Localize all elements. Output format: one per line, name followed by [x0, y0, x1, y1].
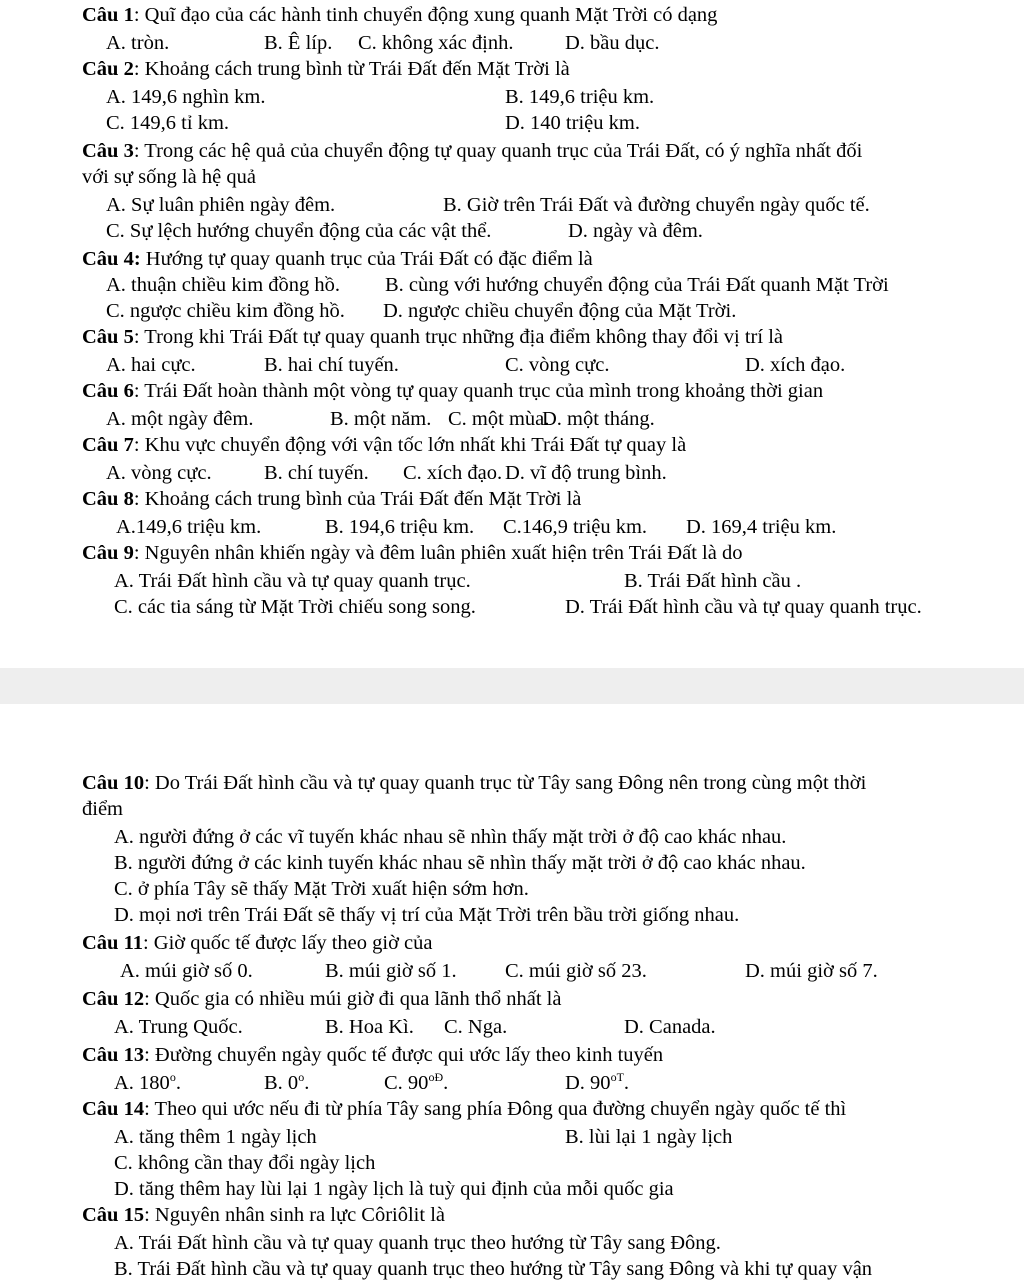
options-row: [0, 1124, 1024, 1150]
option-d: D. một tháng.: [542, 408, 655, 430]
option-c: C. $90^{oĐ}$.: [384, 1070, 449, 1094]
question-number: Câu 10: [82, 772, 145, 794]
option-d: D. Trái Đất hình cầu và tự quay quanh trục.: [565, 596, 922, 618]
question-2: [82, 56, 1000, 82]
question-number: Câu 9: [82, 542, 134, 564]
options-row: [0, 1014, 1024, 1040]
option-a: A. một ngày đêm.: [106, 408, 254, 430]
options-row: [0, 110, 1024, 136]
option-c: C. ở phía Tây sẽ thấy Mặt Trời xuất hiện sớm hơn.: [114, 878, 529, 900]
options-row: [0, 30, 1024, 56]
question-8: [82, 486, 1000, 512]
question-number: Câu 15: [82, 1204, 145, 1226]
options-row: [0, 514, 1024, 540]
option-c: C. không xác định.: [358, 32, 514, 54]
question-text: : Quốc gia có nhiều múi giờ đi qua lãnh thổ nhất là: [144, 988, 562, 1010]
options-row: [0, 460, 1024, 486]
option-b: B. 149,6 triệu km.: [505, 86, 655, 108]
options-row: [0, 298, 1024, 324]
option-b: B. Ê líp.: [264, 32, 333, 54]
options-row: [0, 594, 1024, 620]
question-number: Câu 13: [82, 1044, 145, 1066]
question-number: Câu 7: [82, 434, 134, 456]
question-10: [82, 770, 1000, 796]
option-c: C.146,9 triệu km.: [503, 516, 648, 538]
options-row: [0, 902, 1024, 928]
option-a: A. Trái Đất hình cầu và tự quay quanh trục theo hướng từ Tây sang Đông.: [114, 1232, 721, 1254]
question-number: Câu 5: [82, 326, 134, 348]
option-b: B. Giờ trên Trái Đất và đường chuyển ngày quốc tế.: [443, 194, 870, 216]
option-a: A.149,6 triệu km.: [116, 516, 262, 538]
option-b: B. chí tuyến.: [264, 462, 369, 484]
option-c: C. ngược chiều kim đồng hồ.: [106, 300, 345, 322]
option-a: A. Sự luân phiên ngày đêm.: [106, 194, 336, 216]
option-d: D. mọi nơi trên Trái Đất sẽ thấy vị trí của Mặt Trời trên bầu trời giống nhau.: [114, 904, 740, 926]
option-c: C. vòng cực.: [505, 354, 610, 376]
question-text: : Giờ quốc tế được lấy theo giờ của: [142, 932, 433, 954]
option-a: A. múi giờ số 0.: [120, 960, 253, 982]
question-number: Câu 8: [82, 488, 134, 510]
option-d: D. ngày và đêm.: [568, 220, 703, 242]
options-row: [0, 850, 1024, 876]
question-3: [82, 138, 1000, 164]
option-d: D. xích đạo.: [745, 354, 846, 376]
option-b: B. lùi lại 1 ngày lịch: [565, 1126, 733, 1148]
question-text: : Nguyên nhân khiến ngày và đêm luân phiên xuất hiện trên Trái Đất là do: [133, 542, 743, 564]
question-number: Câu 4:: [82, 248, 141, 270]
option-b: B. Hoa Kì.: [325, 1016, 414, 1038]
question-text: Hướng tự quay quanh trục của Trái Đất có đặc điểm là: [140, 248, 593, 270]
page-separator: [0, 668, 1024, 704]
question-text: : Trong khi Trái Đất tự quay quanh trục những địa điểm không thay đổi vị trí là: [133, 326, 783, 348]
question-9: [82, 540, 1000, 566]
option-b: B. 0$^o$.: [264, 1070, 310, 1094]
question-text: : Quĩ đạo của các hành tinh chuyển động xung quanh Mặt Trời có dạng: [133, 4, 718, 26]
options-row: [0, 958, 1024, 984]
question-text: : Theo qui ước nếu đi từ phía Tây sang phía Đông qua đường chuyển ngày quốc tế thì: [144, 1098, 847, 1120]
option-c: C. Nga.: [444, 1016, 508, 1038]
option-b: B. cùng với hướng chuyển động của Trái Đất quanh Mặt Trời: [385, 274, 889, 296]
option-c: C. 149,6 tỉ km.: [106, 112, 230, 134]
question-number: Câu 3: [82, 140, 134, 162]
question-text: với sự sống là hệ quả: [82, 166, 256, 188]
option-a: A. Trái Đất hình cầu và tự quay quanh trục.: [114, 570, 471, 592]
option-d: D. ngược chiều chuyển động của Mặt Trời.: [383, 300, 737, 322]
question-13: [82, 1042, 1000, 1068]
question-5: [82, 324, 1000, 350]
option-d: D. vĩ độ trung bình.: [505, 462, 667, 484]
option-d: D. bầu dục.: [565, 32, 660, 54]
options-row: [0, 1150, 1024, 1176]
option-d: D. Canada.: [624, 1016, 716, 1038]
options-row: [0, 352, 1024, 378]
option-c: C. một mùa.: [448, 408, 550, 430]
option-a: A. hai cực.: [106, 354, 196, 376]
option-d: D. 140 triệu km.: [505, 112, 640, 134]
question-number: Câu 14: [82, 1098, 145, 1120]
option-b: B. Trái Đất hình cầu và tự quay quanh trục theo hướng từ Tây sang Đông và khi tự quay vận: [114, 1258, 873, 1280]
options-row: [0, 272, 1024, 298]
question-number: Câu 11: [82, 932, 143, 954]
question-3-continuation: [82, 164, 1000, 190]
question-text: : Đường chuyển ngày quốc tế được qui ước lấy theo kinh tuyến: [144, 1044, 664, 1066]
question-1: [82, 2, 1000, 28]
question-14: [82, 1096, 1000, 1122]
options-row: [0, 824, 1024, 850]
option-b: B. 194,6 triệu km.: [325, 516, 475, 538]
options-row: [0, 1230, 1024, 1256]
document-page-2: [0, 704, 1024, 1280]
option-a: A. người đứng ở các vĩ tuyến khác nhau sẽ nhìn thấy mặt trời ở độ cao khác nhau.: [114, 826, 787, 848]
option-d: D. 169,4 triệu km.: [686, 516, 837, 538]
option-a: A. Trung Quốc.: [114, 1016, 243, 1038]
options-row: [0, 876, 1024, 902]
option-a: A. thuận chiều kim đồng hồ.: [106, 274, 341, 296]
question-number: Câu 1: [82, 4, 134, 26]
options-row: [0, 568, 1024, 594]
question-text: : Trong các hệ quả của chuyển động tự quay quanh trục của Trái Đất, có ý nghĩa nhất đối: [133, 140, 863, 162]
question-text: : Khu vực chuyển động với vận tốc lớn nhất khi Trái Đất tự quay là: [133, 434, 687, 456]
option-a: A. 180$^o$.: [114, 1070, 181, 1094]
options-row: [0, 1256, 1024, 1282]
option-b: B. múi giờ số 1.: [325, 960, 457, 982]
options-row: [0, 84, 1024, 110]
option-a: A. vòng cực.: [106, 462, 212, 484]
options-row: [0, 406, 1024, 432]
option-a: A. 149,6 nghìn km.: [106, 86, 266, 108]
options-row: [0, 218, 1024, 244]
option-a: A. tăng thêm 1 ngày lịch: [114, 1126, 317, 1148]
question-10-continuation: [82, 796, 1000, 822]
option-d: D. tăng thêm hay lùi lại 1 ngày lịch là tuỳ qui định của mỗi quốc gia: [114, 1178, 674, 1200]
question-11: [82, 930, 1000, 956]
option-c: C. múi giờ số 23.: [505, 960, 647, 982]
option-d: D. múi giờ số 7.: [745, 960, 878, 982]
option-b: B. hai chí tuyến.: [264, 354, 399, 376]
option-c: C. Sự lệch hướng chuyển động của các vật thể.: [106, 220, 492, 242]
question-text: : Khoảng cách trung bình của Trái Đất đến Mặt Trời là: [133, 488, 582, 510]
question-text: : Nguyên nhân sinh ra lực Côriôlit là: [144, 1204, 445, 1226]
option-a: A. tròn.: [106, 32, 170, 54]
question-number: Câu 6: [82, 380, 134, 402]
question-6: [82, 378, 1000, 404]
option-d: D. $90^{oT}$.: [565, 1070, 630, 1094]
question-text: : Khoảng cách trung bình từ Trái Đất đến Mặt Trời là: [133, 58, 570, 80]
options-row: [0, 1176, 1024, 1202]
question-text: : Trái Đất hoàn thành một vòng tự quay quanh trục của mình trong khoảng thời gian: [133, 380, 824, 402]
option-b: B. Trái Đất hình cầu .: [624, 570, 802, 592]
question-number: Câu 2: [82, 58, 134, 80]
options-row: [0, 192, 1024, 218]
option-b: B. người đứng ở các kinh tuyến khác nhau sẽ nhìn thấy mặt trời ở độ cao khác nhau.: [114, 852, 806, 874]
question-text: điểm: [82, 798, 123, 820]
options-row: [0, 1070, 1024, 1096]
option-c: C. các tia sáng từ Mặt Trời chiếu song song.: [114, 596, 476, 618]
question-4: [82, 246, 1000, 272]
option-c: C. không cần thay đổi ngày lịch: [114, 1152, 376, 1174]
option-c: C. xích đạo.: [403, 462, 503, 484]
question-number: Câu 12: [82, 988, 145, 1010]
option-b: B. một năm.: [330, 408, 432, 430]
question-12: [82, 986, 1000, 1012]
question-text: : Do Trái Đất hình cầu và tự quay quanh trục từ Tây sang Đông nên trong cùng một thời: [144, 772, 867, 794]
question-15: [82, 1202, 1000, 1228]
question-7: [82, 432, 1000, 458]
